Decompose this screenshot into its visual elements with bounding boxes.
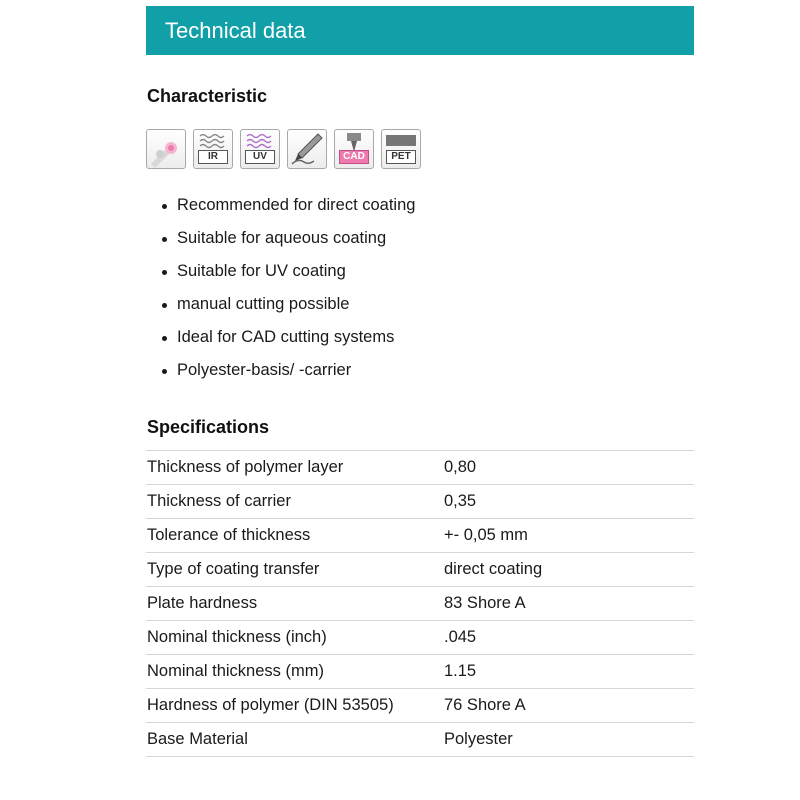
spec-value: 1.15 [444, 655, 694, 689]
uv-label: UV [245, 150, 275, 164]
spec-label: Type of coating transfer [146, 553, 444, 587]
characteristic-heading: Characteristic [147, 86, 268, 106]
list-item: Suitable for UV coating [160, 260, 415, 293]
spec-label: Hardness of polymer (DIN 53505) [146, 689, 444, 723]
specifications-table [146, 450, 694, 757]
list-item: Ideal for CAD cutting systems [160, 326, 415, 359]
table-row [146, 519, 694, 553]
ir-label: IR [198, 150, 228, 164]
spec-label: Nominal thickness (mm) [146, 655, 444, 689]
uv-icon [240, 129, 280, 169]
table-row [146, 451, 694, 485]
spec-value: +- 0,05 mm [444, 519, 694, 553]
spec-label: Thickness of polymer layer [146, 451, 444, 485]
spec-label: Plate hardness [146, 587, 444, 621]
spec-label: Base Material [146, 723, 444, 757]
technical-data-header [146, 6, 694, 55]
spec-value: Polyester [444, 723, 694, 757]
page-title: Technical data [165, 18, 306, 43]
pet-icon [381, 129, 421, 169]
list-item: Polyester-basis/ -carrier [160, 359, 415, 392]
list-item: Suitable for aqueous coating [160, 227, 415, 260]
ir-icon [193, 129, 233, 169]
feature-list [160, 194, 415, 392]
list-item: manual cutting possible [160, 293, 415, 326]
characteristic-icons [146, 129, 421, 170]
list-item: Recommended for direct coating [160, 194, 415, 227]
spec-label: Tolerance of thickness [146, 519, 444, 553]
table-row [146, 485, 694, 519]
specifications-heading: Specifications [147, 417, 270, 437]
spec-value: 83 Shore A [444, 587, 694, 621]
table-row [146, 655, 694, 689]
spec-label: Thickness of carrier [146, 485, 444, 519]
spec-value: 76 Shore A [444, 689, 694, 723]
table-row [146, 689, 694, 723]
table-row [146, 553, 694, 587]
spec-value: 0,35 [444, 485, 694, 519]
manual-cutting-icon [287, 129, 327, 169]
spec-value: direct coating [444, 553, 694, 587]
table-row [146, 587, 694, 621]
cad-label: CAD [339, 150, 369, 164]
cad-icon [334, 129, 374, 169]
direct-coating-icon [146, 129, 186, 169]
spec-value: 0,80 [444, 451, 694, 485]
spec-label: Nominal thickness (inch) [146, 621, 444, 655]
table-row [146, 723, 694, 757]
table-row [146, 621, 694, 655]
spec-value: .045 [444, 621, 694, 655]
pet-label: PET [386, 150, 416, 164]
